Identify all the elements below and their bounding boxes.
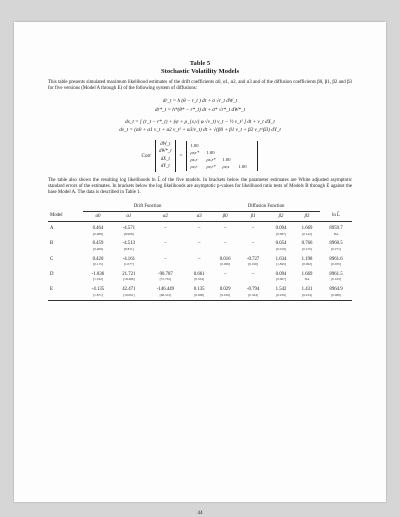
standard-error-cell: [66.312] [145, 293, 186, 301]
estimate-cell: 1.669 [301, 271, 313, 277]
estimate-cell: 1.542 [275, 287, 287, 293]
estimate-cell: – [197, 241, 201, 247]
standard-error-cell: [1.871] [83, 293, 113, 301]
column-header: α3 [186, 211, 212, 222]
table-row [48, 237, 352, 247]
column-header: Model [48, 211, 83, 222]
standard-error-cell: [0.067] [276, 277, 286, 282]
column-header: α0 [83, 211, 113, 222]
standard-error-cell: [1.192] [93, 277, 103, 282]
standard-error-cell: NA [333, 231, 339, 236]
page-content [48, 60, 352, 516]
estimate-cell: 0.094 [275, 226, 287, 232]
table-row [48, 222, 352, 232]
equation-ds: ds_t = [ (r_t − r*_t) + (ψ + ρ_{s,v} φ √v_t) v_t − ½ v_t² ] dt + v_t dX_t [125, 119, 275, 125]
standard-error-cell: [0.035] [331, 262, 341, 267]
matrix-cell [222, 149, 238, 156]
estimate-cell: 1.669 [301, 226, 313, 232]
estimate-cell: 0.661 [193, 271, 205, 277]
matrix-cell [238, 156, 254, 163]
estimate-cell: -0.794 [246, 287, 260, 293]
document-page [14, 22, 386, 516]
standard-error-cell: [0.067] [276, 231, 286, 236]
matrix-cell [206, 142, 222, 149]
model-label: C [50, 256, 54, 262]
estimate-cell: 8960.5 [329, 241, 343, 247]
estimate-cell: 0.094 [275, 271, 287, 277]
estimate-cell: -0.727 [246, 256, 260, 262]
estimate-cell: – [197, 226, 201, 232]
standard-error-cell: [18.486] [123, 277, 135, 282]
matrix-cell: ρv,r [190, 163, 198, 169]
table-row [48, 253, 352, 263]
column-header: β1 [238, 211, 268, 222]
estimate-cell: -4.513 [122, 241, 135, 247]
matrix-cell: 1.00 [238, 163, 247, 169]
correlation-vector [155, 140, 176, 172]
correlation-matrix-equation [48, 140, 352, 172]
vector-entry: dW_t [160, 141, 171, 147]
estimate-cell: 42.471 [122, 287, 136, 293]
standard-error-cell: [0.092] [302, 262, 312, 267]
column-header: α2 [145, 211, 186, 222]
estimate-cell: – [164, 241, 167, 247]
estimate-cell: 0.029 [219, 287, 231, 293]
matrix-cell: ρv,s [222, 163, 230, 169]
vector-entry: dW*_t [159, 149, 172, 155]
standard-error-cell: [0.324] [238, 293, 268, 301]
standard-error-cell: [0.163] [331, 277, 341, 282]
standard-error-cell: [0.489] [93, 231, 103, 236]
estimate-cell: 0.420 [92, 256, 104, 262]
standard-error-cell: [0.271] [331, 247, 341, 252]
matrix-cell: 1.00 [222, 156, 231, 162]
table-body [48, 222, 352, 301]
after-paragraph: The table also shows the resulting log likelihoods ln L̂ of the five models. In brackets below the parameter estimates are White adjusted asymptotic standard errors of the estimates. In brackets below the log likelihoods are asymptotic p-values for likelihood ratio tests of Models B through E against the base Model A. The data is described in Table 1. [48, 177, 352, 195]
estimate-cell: -146.449 [156, 287, 175, 293]
standard-error-cell: [0.334] [194, 277, 205, 282]
standard-error-cell: [0.122] [302, 231, 312, 236]
correlation-matrix [186, 141, 258, 171]
estimate-cell: – [251, 241, 255, 247]
standard-error-cell: [1.845] [276, 262, 286, 267]
equation-dv: dv_t = (α0 + α1 v_t + α2 v_t² + α3/v_t) dt + √(β0 + β1 v_t + β2 v_t^β3) dY_t [119, 127, 281, 134]
standard-error-cell: [1.077] [123, 262, 134, 267]
estimate-cell: 0.135 [193, 287, 205, 293]
standard-error-cell: [8.811] [123, 247, 134, 252]
estimate-cell: 21.721 [122, 271, 136, 277]
results-table [48, 204, 352, 301]
estimate-cell: 0.054 [275, 241, 287, 247]
estimate-cell: – [223, 241, 227, 247]
estimate-cell: – [251, 226, 255, 232]
table-row [48, 268, 352, 278]
column-header: β2 [268, 211, 294, 222]
estimate-cell: -4.571 [122, 226, 135, 232]
estimate-cell: -4.135 [91, 287, 105, 293]
standard-error-row [48, 277, 352, 283]
equals-sign: = [179, 152, 183, 159]
matrix-cell [238, 142, 254, 149]
estimate-cell: 8961.6 [329, 256, 343, 262]
model-label: A [50, 226, 54, 232]
standard-error-cell: [0.155] [302, 247, 312, 252]
matrix-cell [238, 149, 254, 156]
standard-error-cell: NA [304, 277, 310, 282]
standard-error-cell: [8.908] [123, 231, 134, 236]
standard-error-cell: [0.914] [294, 293, 320, 301]
equation-dr-star: dr*_t = h*(θ* − r*_t) dt + σ* √r*_t dW*_t [154, 106, 246, 113]
estimate-cell: – [223, 271, 227, 277]
intro-paragraph: This table presents simulated maximum likelihood estimates of the drift coefficients α0, α1, α2, and α3 and of the diffusion coefficients β0, β1, β2 and β3 for five versions (Model A through E) of the following system of diffusions: [48, 80, 352, 92]
estimate-cell: – [223, 226, 227, 232]
group-diffusion-label: Diffusion Function [212, 204, 320, 211]
estimate-cell: 1.431 [301, 287, 313, 293]
vector-entry: dY_t [160, 164, 170, 170]
estimate-cell: – [197, 256, 201, 262]
matrix-cell: ρr,r* [190, 149, 200, 155]
column-header: ln L̂ [320, 211, 352, 222]
estimate-cell: 8964.9 [329, 287, 343, 293]
standard-error-cell: [0.115] [93, 262, 103, 267]
matrix-cell: 1.00 [190, 142, 199, 148]
page-number: 44 [197, 510, 203, 516]
estimate-cell: 1.634 [275, 256, 287, 262]
matrix-cell: ρv,r* [206, 163, 216, 169]
equation-dr: dr_t = h (θ − r_t ) dt + σ √r_t dW_t [162, 98, 238, 105]
vector-entry: dX_t [160, 156, 170, 162]
standard-error-cell: [0.060] [320, 293, 352, 301]
standard-error-cell: [57.761] [159, 277, 172, 282]
standard-error-cell: [0.016] [212, 293, 238, 301]
standard-error-cell: [0.068] [186, 293, 212, 301]
standard-error-cell: [0.190] [248, 262, 259, 267]
standard-error-cell: [0.019] [276, 247, 286, 252]
estimate-cell: -1.836 [91, 271, 105, 277]
matrix-cell: ρs,r* [206, 156, 216, 162]
column-header: α1 [113, 211, 145, 222]
table-header-row [48, 211, 352, 222]
table-group-header [48, 204, 352, 211]
estimate-cell: – [164, 256, 167, 262]
estimate-cell: 1.198 [301, 256, 313, 262]
standard-error-row [48, 293, 352, 301]
column-header: β0 [212, 211, 238, 222]
estimate-cell: 0.459 [92, 241, 104, 247]
standard-error-cell: [19.061] [113, 293, 145, 301]
model-label: E [50, 287, 53, 293]
matrix-cell [222, 142, 238, 149]
estimate-cell: – [164, 226, 167, 232]
estimate-cell: 0.464 [92, 226, 104, 232]
model-label: D [50, 271, 54, 277]
standard-error-cell: [0.256] [268, 293, 294, 301]
matrix-cell: ρs,r [190, 156, 198, 162]
estimate-cell: 0.766 [301, 241, 313, 247]
estimate-cell: 0.016 [219, 256, 231, 262]
table-number: Table 5 [189, 60, 211, 67]
column-header: β3 [294, 211, 320, 222]
estimate-cell: 8961.5 [329, 271, 343, 277]
estimate-cell: -4.161 [122, 256, 135, 262]
estimate-cell: – [251, 271, 255, 277]
matrix-cell: 1.00 [206, 149, 215, 155]
standard-error-cell: [0.009] [220, 262, 231, 267]
group-drift-label: Drift Function [83, 204, 212, 211]
correlation-label: Corr [141, 152, 152, 159]
estimate-cell: -90.787 [158, 271, 173, 277]
table-row [48, 283, 352, 293]
model-label: B [50, 241, 54, 247]
estimate-cell: 8959.7 [329, 226, 343, 232]
table-title: Stochastic Volatility Models [160, 68, 240, 75]
standard-error-cell: [0.469] [93, 247, 103, 252]
